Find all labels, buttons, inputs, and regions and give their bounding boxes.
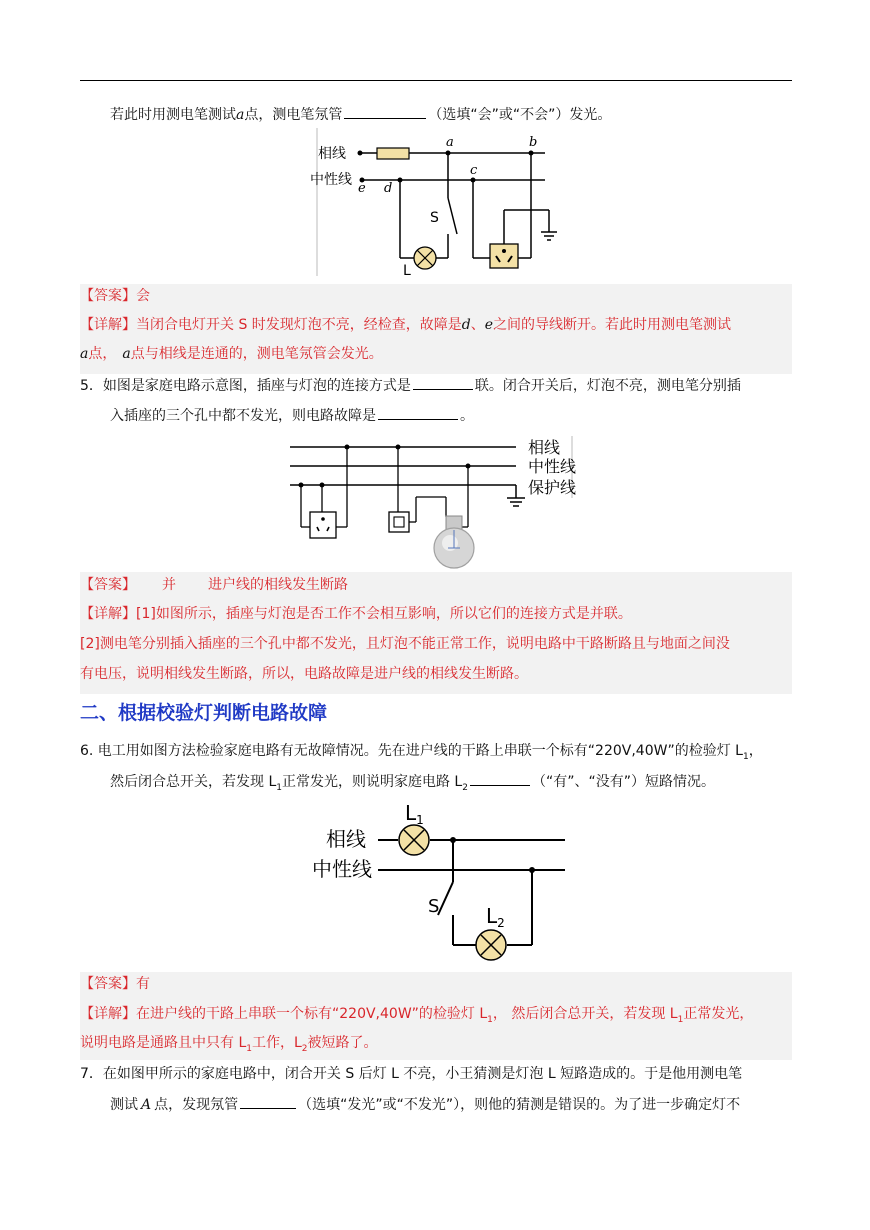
figure-circuit-1 (300, 128, 570, 276)
q7-line-1: 7．在如图甲所示的家庭电路中，闭合开关 S 后灯 L 不亮，小王猜测是灯泡 L 短路造成的。于是他用测电笔 (80, 1066, 743, 1082)
q5-line-1: 5．如图是家庭电路示意图，插座与灯泡的连接方式是 联。闭合开关后，灯泡不亮，测电笔分别插 (80, 375, 741, 396)
q5-detail-line-1: 【详解】[1]如图所示，插座与灯泡是否工作不会相互影响，所以它们的连接方式是并联。 (80, 606, 632, 622)
q6-line-1: 6. 电工用如图方法检验家庭电路有无故障情况。先在进户线的干路上串联一个标有“220V,40W”的检验灯 $L_1$， (80, 743, 763, 762)
section-heading: 二、根据校验灯判断电路故障 (80, 702, 328, 724)
q7-line-2: 测试 A 点，发现氖管 （选填“发光”或“不发光”），则他的猜测是错误的。为了进一步确定灯不 (110, 1094, 740, 1115)
q4-answer-blank[interactable] (344, 104, 426, 119)
fig3-switch-label: S (428, 896, 440, 917)
fig3-l2-label: $L_2$ (486, 904, 505, 930)
q6-answer-line (80, 974, 150, 994)
q4-tail-middle: 点，测电笔氖管 (244, 107, 343, 123)
q6-answer-value: 有 (136, 976, 150, 992)
switch-s-lever (438, 882, 453, 915)
q4-tail-prefix: 若此时用测电笔测试 (110, 107, 236, 123)
switch-box-icon (389, 512, 409, 532)
socket-icon (310, 512, 336, 538)
answer-tag: 【答案】 (80, 288, 136, 304)
q6-detail-line-2: 说明电路是通路且中只有 $L_1$工作，$L_2$被短路了。 (80, 1035, 378, 1054)
q5-answer-1: 并 (162, 577, 176, 593)
figure-circuit-3 (300, 800, 580, 968)
fig2-label-neutral: 中性线 (528, 457, 577, 476)
fig1-point-b: b (529, 135, 538, 150)
q6-detail-line-1: 【详解】在进户线的干路上串联一个标有“220V,40W”的检验灯 $L_1$， 然后闭合总开关，若发现 $L_1$正常发光， (80, 1006, 754, 1025)
header-rule (80, 80, 792, 81)
q5-blank-1[interactable] (413, 375, 473, 390)
switch-s-lever (448, 198, 457, 234)
q6-blank[interactable] (470, 771, 530, 786)
answer-tag: 【答案】 (80, 976, 136, 992)
fig1-point-c: c (470, 163, 478, 178)
figure-circuit-2 (286, 432, 586, 574)
fig2-label-ground: 保护线 (528, 478, 577, 497)
q5-answer-block (80, 572, 792, 694)
fig1-lamp-label: L (403, 263, 411, 276)
q5-answer-2: 进户线的相线发生断路 (208, 577, 348, 593)
q4-tail-line (110, 104, 611, 125)
fig1-point-a: a (446, 135, 454, 150)
fig1-label-live: 相线 (318, 146, 346, 162)
socket-icon (490, 244, 518, 268)
q4-detail-line-1: 【详解】当闭合电灯开关 S 时发现灯泡不亮，经检查，故障是d、e之间的导线断开。若此时用测电笔测试 (80, 317, 732, 333)
q4-answer-value: 会 (136, 288, 150, 304)
q5-answer-line (80, 575, 348, 595)
q7-blank[interactable] (240, 1094, 296, 1109)
fuse-icon (377, 148, 409, 159)
fig1-point-d: d (384, 181, 393, 196)
fig3-label-live: 相线 (326, 827, 366, 851)
q5-detail-line-2: [2]测电笔分别插入插座的三个孔中都不发光，且灯泡不能正常工作，说明电路中干路断路且与地面之间没 (80, 636, 730, 652)
q4-answer-block (80, 284, 792, 374)
q6-answer-block (80, 972, 792, 1060)
fig3-label-neutral: 中性线 (312, 857, 372, 881)
fig1-label-neutral: 中性线 (310, 172, 352, 188)
fig2-label-live: 相线 (528, 438, 561, 457)
q5-detail-line-3: 有电压，说明相线发生断路，所以，电路故障是进户线的相线发生断路。 (80, 666, 528, 682)
q5-blank-2[interactable] (378, 405, 458, 420)
answer-tag: 【答案】 (80, 577, 136, 593)
q4-answer-line (80, 286, 150, 306)
fig1-switch-label: S (430, 210, 439, 226)
q4-detail-line-2: a点， a点与相线是连通的，测电笔氖管会发光。 (80, 346, 383, 362)
fig1-point-e: e (358, 181, 366, 196)
q5-line-2: 入插座的三个孔中都不发光，则电路故障是 。 (110, 405, 474, 426)
q4-point-a: a (236, 107, 245, 123)
q6-line-2: 然后闭合总开关，若发现 $L_1$正常发光，则说明家庭电路 $L_2$ （“有”、“没有”）短路情况。 (110, 771, 715, 798)
fig3-l1-label: $L_1$ (405, 801, 424, 827)
q4-tail-hint: （选填“会”或“不会”）发光。 (428, 107, 612, 123)
